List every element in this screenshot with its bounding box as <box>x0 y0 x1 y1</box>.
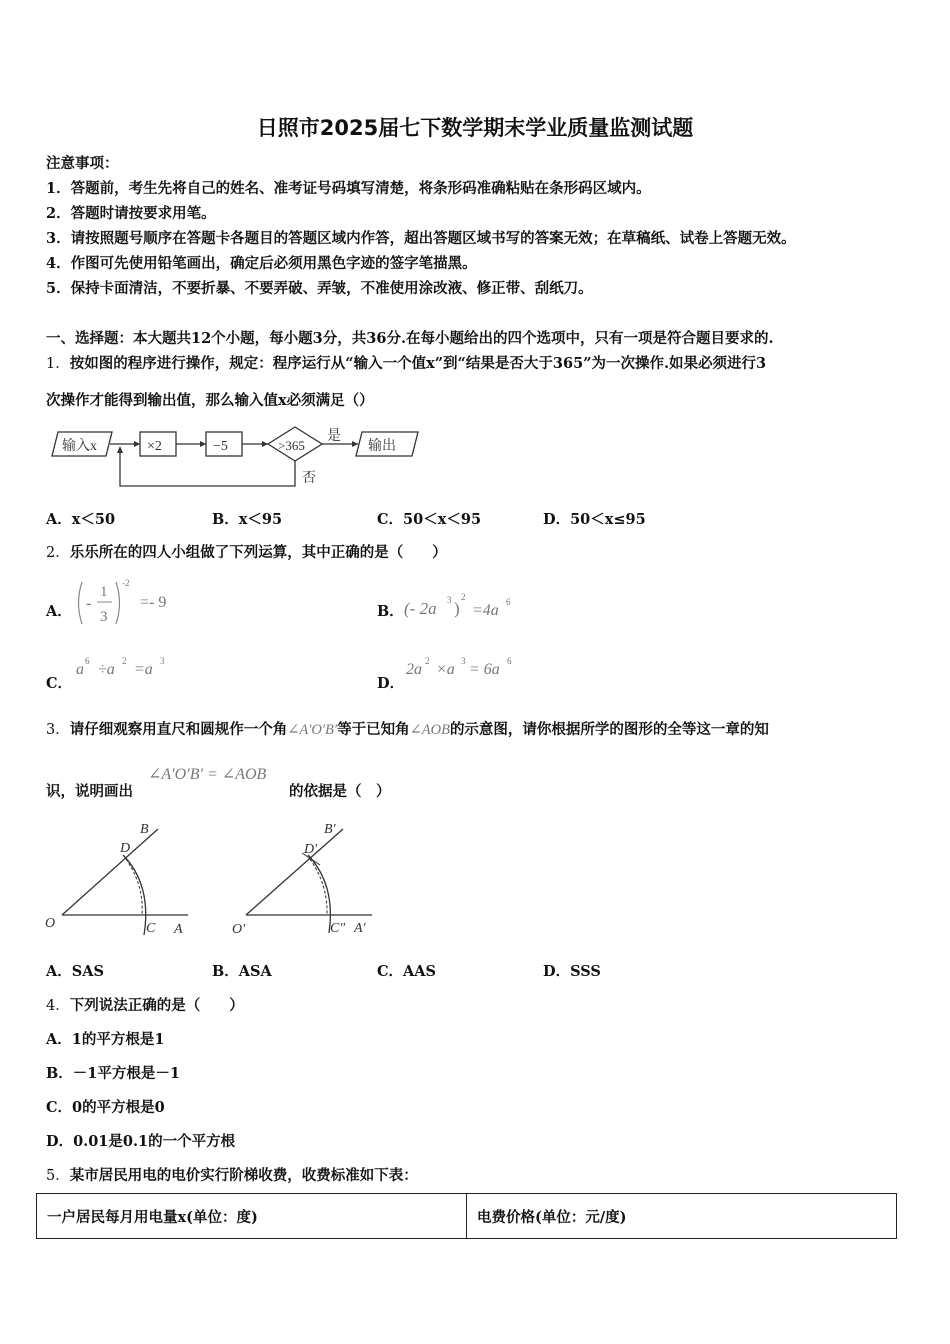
fig1-label-a: A <box>174 922 183 937</box>
expr-c-exponent-1: 6 <box>85 656 90 666</box>
q3-option-a: A．SAS <box>46 963 104 980</box>
section-heading: 一、选择题：本大题共12个小题，每小题3分，共36分.在每小题给出的四个选项中，只有一项是符合题目要求的. <box>46 330 774 347</box>
expr-c-a: a <box>76 661 84 678</box>
q2-label-a: A． <box>46 603 72 620</box>
arc-icon <box>123 855 146 935</box>
expr-c-op: ÷a <box>98 661 115 678</box>
expr-a-numerator: 1 <box>100 584 108 600</box>
q5-number: 5． <box>46 1168 70 1184</box>
fig2-label-c: C″ <box>330 921 346 936</box>
expr-b-rhs: =4a <box>472 602 499 619</box>
q1-line2: 次操作才能得到输出值，那么输入值x必须满足（） <box>46 392 374 409</box>
q5-line <box>46 1164 418 1185</box>
flow-times-label: ×2 <box>147 439 162 454</box>
expr-c-exponent-2: 2 <box>122 656 127 666</box>
price-table <box>36 1193 897 1239</box>
page-title: 日照市2025届七下数学期末学业质量监测试题 <box>256 116 694 140</box>
q4-option-d: D．0.01是0.1的一个平方根 <box>46 1133 236 1150</box>
q3-option-b: B．ASA <box>212 963 272 980</box>
q3-figure-original <box>40 815 200 940</box>
q4-option-c: C．0的平方根是0 <box>46 1099 165 1116</box>
note-item: 2．答题时请按要求用笔。 <box>46 205 216 222</box>
fig2-label-o: O′ <box>232 922 246 937</box>
table-header-usage: 一户居民每月用电量x(单位：度) <box>37 1194 467 1239</box>
expr-a-rhs: =- 9 <box>140 594 167 611</box>
table-row <box>37 1194 897 1239</box>
q5-text: 某市居民用电的电价实行阶梯收费，收费标准如下表： <box>69 1167 418 1184</box>
note-item: 4．作图可先使用铅笔画出，确定后必须用黑色字迹的签字笔描黑。 <box>46 255 477 272</box>
flow-input-label: 输入x <box>62 439 97 454</box>
expr-b-inner-exponent: 3 <box>447 595 452 605</box>
expr-b-exponent: 2 <box>461 592 466 602</box>
q3-angle-2: ∠AOB <box>409 722 450 738</box>
fig2-label-b: B′ <box>324 822 336 837</box>
q3-line2-suffix: 的依据是（ ） <box>289 783 391 800</box>
fig2-label-a: A′ <box>354 921 366 936</box>
q3-formula: ∠A′O′B′ = ∠AOB <box>148 766 267 783</box>
flow-output-label: 输出 <box>368 439 396 454</box>
fig1-label-c: C <box>146 921 156 936</box>
q4-text: 下列说法正确的是（ ） <box>69 997 244 1014</box>
fig1-label-b: B <box>140 822 149 837</box>
flow-minus-label: −5 <box>213 439 228 454</box>
q4-option-a: A．1的平方根是1 <box>46 1031 165 1048</box>
q2-number: 2． <box>46 545 70 561</box>
expr-b-rhs-exponent: 6 <box>506 597 511 607</box>
q2-label-b: B． <box>377 603 404 620</box>
expr-a-denominator: 3 <box>100 609 108 625</box>
table-header-price: 电费价格(单位：元/度) <box>467 1194 897 1239</box>
notes-heading: 注意事项： <box>46 155 119 172</box>
note-item: 1．答题前，考生先将自己的姓名、准考证号码填写清楚，将条形码准确粘贴在条形码区域内。 <box>46 180 651 197</box>
expr-b-base: (- 2a <box>404 599 437 618</box>
note-item: 3．请按照题号顺序在答题卡各题目的答题区域内作答，超出答题区域书写的答案无效；在草稿纸、试卷上答题无效。 <box>46 230 796 247</box>
expr-d-exponent-2: 3 <box>461 656 466 666</box>
q2-label-d: D． <box>377 675 405 692</box>
q1-option-d: D．50＜x≤95 <box>543 511 646 528</box>
q1-option-c: C．50＜x＜95 <box>377 511 482 528</box>
q4-number: 4． <box>46 998 70 1014</box>
expr-d-exponent-1: 2 <box>425 656 430 666</box>
q3-text-1a: 请仔细观察用直尺和圆规作一个角 <box>69 721 288 738</box>
q2-expression-c <box>76 654 186 682</box>
q1-text-1: 按如图的程序进行操作，规定：程序运行从“输入一个值x”到“结果是否大于365”为一次操作.如果必须进行3 <box>69 355 767 372</box>
flow-no-label: 否 <box>302 471 316 486</box>
q3-option-c: C．AAS <box>377 963 437 980</box>
fig2-label-d: D′ <box>304 842 318 857</box>
q3-text-1b: 等于已知角 <box>337 721 410 738</box>
q1-flowchart <box>40 420 430 492</box>
q2-label-c: C． <box>46 675 73 692</box>
q3-option-d: D．SSS <box>543 963 601 980</box>
expr-d-eq: = 6a <box>469 661 500 678</box>
q2-expression-a <box>74 576 194 630</box>
expr-d-exponent-3: 6 <box>507 656 512 666</box>
fig1-label-d: D <box>120 841 131 856</box>
q3-number: 3． <box>46 722 70 738</box>
q1-option-a: A．x＜50 <box>46 511 116 528</box>
expr-d-op: ×a <box>436 661 455 678</box>
q3-text-1c: 的示意图，请你根据所学的图形的全等这一章的知 <box>449 721 769 738</box>
q1-line1 <box>46 352 766 373</box>
q2-expression-b <box>404 590 524 624</box>
q2-text: 乐乐所在的四人小组做了下列运算，其中正确的是（ ） <box>69 544 447 561</box>
fig1-label-o: O <box>45 916 56 931</box>
q3-figure-copy <box>228 815 388 940</box>
q3-line2-prefix: 识，说明画出 <box>46 783 133 800</box>
q1-option-b: B．x＜95 <box>212 511 283 528</box>
q2-expression-d <box>406 654 524 682</box>
flow-condition-label: >365 <box>278 438 305 453</box>
q2-line <box>46 541 447 562</box>
q3-angle-1: ∠A′O′B′ <box>287 722 338 738</box>
expr-a-exponent: -2 <box>122 578 130 588</box>
expr-c-exponent-3: 3 <box>160 656 165 666</box>
expr-b-close: ) <box>454 599 460 618</box>
note-item: 5．保持卡面清洁，不要折暴、不要弄破、弄皱，不准使用涂改液、修正带、刮纸刀。 <box>46 280 593 297</box>
q4-line <box>46 994 244 1015</box>
q1-number: 1． <box>46 356 70 372</box>
q3-line1 <box>46 718 769 739</box>
expr-a-minus: - <box>86 595 92 612</box>
expr-c-eq: =a <box>134 661 153 678</box>
flow-yes-label: 是 <box>327 429 341 444</box>
q4-option-b: B．－1平方根是－1 <box>46 1065 180 1082</box>
expr-d-a: 2a <box>406 661 422 678</box>
